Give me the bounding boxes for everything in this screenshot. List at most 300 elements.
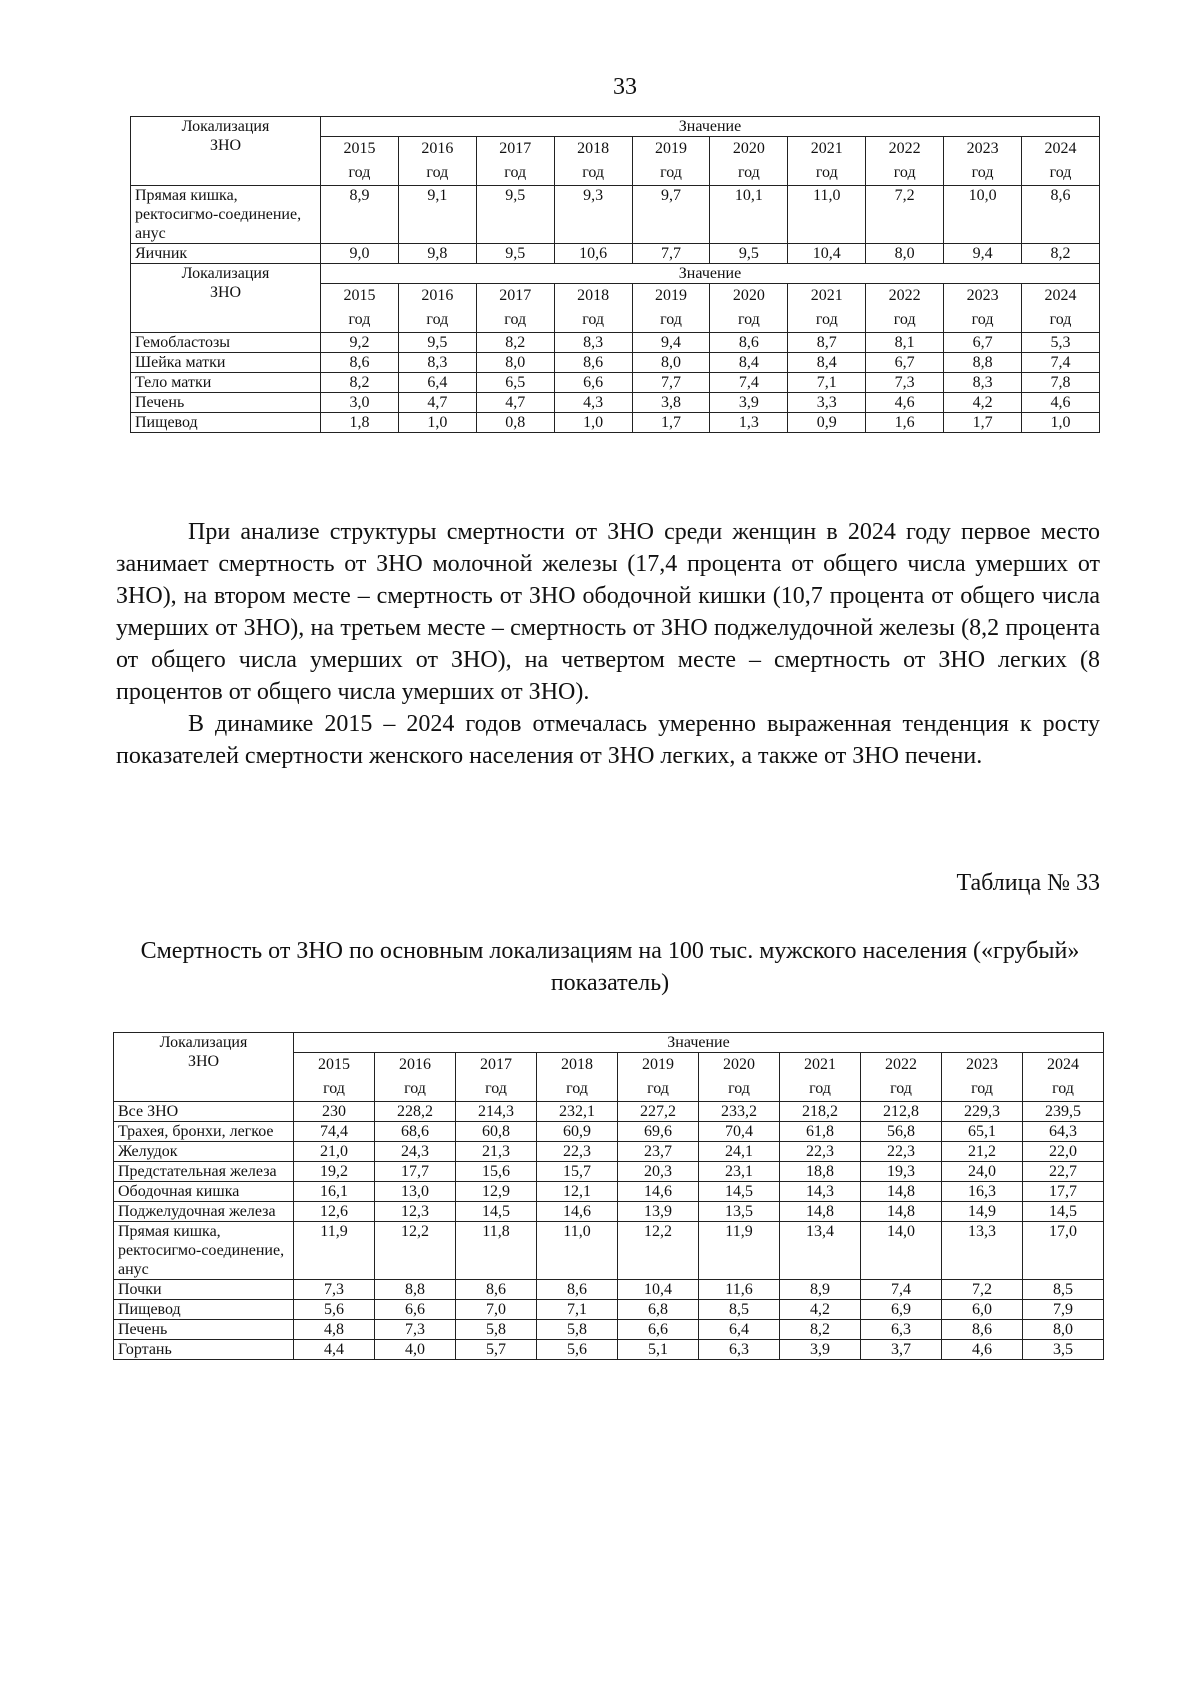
value-cell: 14,8 — [780, 1202, 861, 1222]
value-cell: 9,5 — [398, 333, 476, 353]
value-cell: 7,2 — [942, 1280, 1023, 1300]
value-cell: 21,2 — [942, 1142, 1023, 1162]
value-cell: 9,0 — [321, 244, 399, 264]
localization-header-line1: Локализация — [159, 1034, 248, 1051]
localization-name: Пищевод — [131, 413, 321, 433]
year-header — [294, 1053, 375, 1102]
value-cell: 12,3 — [375, 1202, 456, 1222]
value-cell: 5,6 — [294, 1300, 375, 1320]
value-cell: 14,5 — [699, 1182, 780, 1202]
table-row — [114, 1162, 1104, 1182]
value-cell: 3,9 — [710, 393, 788, 413]
value-cell: 1,8 — [321, 413, 399, 433]
year-word: год — [1049, 311, 1072, 328]
male-mortality-table — [113, 1032, 1104, 1360]
value-cell: 11,0 — [788, 186, 866, 244]
value-cell: 3,8 — [632, 393, 710, 413]
year-number: 2023 — [966, 140, 999, 157]
value-cell: 22,3 — [861, 1142, 942, 1162]
value-cell: 229,3 — [942, 1102, 1023, 1122]
value-cell: 218,2 — [780, 1102, 861, 1122]
value-cell: 13,5 — [699, 1202, 780, 1222]
year-number: 2017 — [480, 1056, 512, 1073]
value-cell: 65,1 — [942, 1122, 1023, 1142]
value-cell: 74,4 — [294, 1122, 375, 1142]
value-cell: 69,6 — [618, 1122, 699, 1142]
value-cell: 11,6 — [699, 1280, 780, 1300]
value-cell: 8,0 — [476, 353, 554, 373]
year-number: 2021 — [810, 140, 843, 157]
year-header — [554, 284, 632, 333]
year-header — [632, 284, 710, 333]
value-cell: 4,6 — [942, 1340, 1023, 1360]
localization-name: Печень — [131, 393, 321, 413]
year-header — [942, 1053, 1023, 1102]
year-header — [1022, 284, 1100, 333]
value-cell: 14,6 — [618, 1182, 699, 1202]
year-word: год — [737, 164, 760, 181]
year-word: год — [815, 311, 838, 328]
value-cell: 16,1 — [294, 1182, 375, 1202]
value-cell: 14,5 — [1023, 1202, 1104, 1222]
localization-name: Почки — [114, 1280, 294, 1300]
value-header: Значение — [321, 264, 1100, 284]
year-number: 2017 — [499, 140, 532, 157]
value-cell: 8,0 — [632, 353, 710, 373]
value-cell: 9,3 — [554, 186, 632, 244]
year-word: год — [566, 1080, 588, 1097]
value-cell: 6,3 — [699, 1340, 780, 1360]
value-cell: 8,6 — [710, 333, 788, 353]
table-row — [131, 333, 1100, 353]
value-cell: 6,6 — [554, 373, 632, 393]
year-word: год — [348, 164, 371, 181]
localization-header — [114, 1033, 294, 1102]
localization-header-line2: ЗНО — [187, 1053, 220, 1070]
year-number: 2019 — [655, 140, 687, 157]
year-header — [866, 137, 944, 186]
year-number: 2019 — [655, 287, 687, 304]
table-title: Смертность от ЗНО по основным локализациям на 100 тыс. мужского населения («грубый» показатель) — [140, 938, 1080, 996]
value-cell: 7,3 — [294, 1280, 375, 1300]
value-cell: 12,2 — [618, 1222, 699, 1280]
value-cell: 70,4 — [699, 1122, 780, 1142]
localization-name: Яичник — [131, 244, 321, 264]
year-word: год — [426, 164, 449, 181]
value-cell: 20,3 — [618, 1162, 699, 1182]
value-cell: 4,7 — [476, 393, 554, 413]
year-number: 2024 — [1044, 140, 1077, 157]
localization-name: Шейка матки — [131, 353, 321, 373]
value-header: Значение — [321, 117, 1100, 137]
year-header — [788, 137, 866, 186]
header-row — [131, 264, 1100, 284]
value-cell: 22,0 — [1023, 1142, 1104, 1162]
table-row — [114, 1300, 1104, 1320]
value-cell: 214,3 — [456, 1102, 537, 1122]
table-row — [131, 244, 1100, 264]
year-header — [456, 1053, 537, 1102]
localization-name: Ободочная кишка — [114, 1182, 294, 1202]
value-cell: 8,3 — [944, 373, 1022, 393]
localization-header-line1: Локализация — [181, 118, 270, 135]
value-cell: 10,0 — [944, 186, 1022, 244]
value-cell: 21,3 — [456, 1142, 537, 1162]
value-cell: 14,0 — [861, 1222, 942, 1280]
value-cell: 239,5 — [1023, 1102, 1104, 1122]
table-row — [131, 373, 1100, 393]
localization-name: Предстательная железа — [114, 1162, 294, 1182]
value-cell: 1,0 — [1022, 413, 1100, 433]
value-cell: 7,7 — [632, 373, 710, 393]
localization-name: Все ЗНО — [114, 1102, 294, 1122]
year-header — [398, 284, 476, 333]
value-cell: 7,1 — [537, 1300, 618, 1320]
value-cell: 17,0 — [1023, 1222, 1104, 1280]
value-cell: 4,6 — [1022, 393, 1100, 413]
value-cell: 11,0 — [537, 1222, 618, 1280]
value-cell: 8,2 — [476, 333, 554, 353]
value-cell: 61,8 — [780, 1122, 861, 1142]
value-cell: 14,8 — [861, 1182, 942, 1202]
localization-header-line2: ЗНО — [209, 137, 242, 154]
value-cell: 233,2 — [699, 1102, 780, 1122]
value-cell: 8,0 — [1023, 1320, 1104, 1340]
value-cell: 8,3 — [398, 353, 476, 373]
value-cell: 7,7 — [632, 244, 710, 264]
table-row — [114, 1142, 1104, 1162]
value-cell: 12,9 — [456, 1182, 537, 1202]
value-cell: 23,1 — [699, 1162, 780, 1182]
value-cell: 8,5 — [699, 1300, 780, 1320]
value-cell: 4,7 — [398, 393, 476, 413]
table-number: Таблица № 33 — [956, 870, 1100, 896]
value-cell: 3,5 — [1023, 1340, 1104, 1360]
value-cell: 8,6 — [537, 1280, 618, 1300]
value-cell: 3,0 — [321, 393, 399, 413]
year-header — [476, 284, 554, 333]
localization-name: Желудок — [114, 1142, 294, 1162]
value-cell: 4,8 — [294, 1320, 375, 1340]
value-cell: 10,6 — [554, 244, 632, 264]
value-cell: 3,7 — [861, 1340, 942, 1360]
value-cell: 14,6 — [537, 1202, 618, 1222]
value-cell: 13,3 — [942, 1222, 1023, 1280]
value-cell: 8,9 — [321, 186, 399, 244]
year-header — [699, 1053, 780, 1102]
year-header — [554, 137, 632, 186]
year-number: 2015 — [318, 1056, 350, 1073]
year-header — [866, 284, 944, 333]
value-cell: 7,3 — [866, 373, 944, 393]
year-header — [375, 1053, 456, 1102]
value-cell: 7,4 — [710, 373, 788, 393]
year-word: год — [971, 164, 994, 181]
value-cell: 4,2 — [780, 1300, 861, 1320]
year-number: 2016 — [421, 140, 454, 157]
value-cell: 8,8 — [944, 353, 1022, 373]
value-cell: 8,5 — [1023, 1280, 1104, 1300]
localization-name: Трахея, бронхи, легкое — [114, 1122, 294, 1142]
value-cell: 6,0 — [942, 1300, 1023, 1320]
year-word: год — [893, 311, 916, 328]
year-header — [537, 1053, 618, 1102]
localization-name: Печень — [114, 1320, 294, 1340]
female-mortality-table-continued — [130, 116, 1100, 433]
value-cell: 12,2 — [375, 1222, 456, 1280]
value-cell: 56,8 — [861, 1122, 942, 1142]
year-word: год — [815, 164, 838, 181]
year-header — [710, 284, 788, 333]
value-cell: 17,7 — [375, 1162, 456, 1182]
value-cell: 13,9 — [618, 1202, 699, 1222]
value-cell: 14,5 — [456, 1202, 537, 1222]
page-number: 33 — [613, 74, 637, 100]
table-row — [114, 1182, 1104, 1202]
value-cell: 5,8 — [537, 1320, 618, 1340]
value-cell: 212,8 — [861, 1102, 942, 1122]
value-cell: 14,8 — [861, 1202, 942, 1222]
value-cell: 4,0 — [375, 1340, 456, 1360]
localization-name: Поджелудочная железа — [114, 1202, 294, 1222]
value-cell: 8,9 — [780, 1280, 861, 1300]
value-cell: 7,3 — [375, 1320, 456, 1340]
year-header — [780, 1053, 861, 1102]
year-number: 2023 — [966, 1056, 998, 1073]
value-cell: 227,2 — [618, 1102, 699, 1122]
value-cell: 22,3 — [780, 1142, 861, 1162]
header-row — [131, 117, 1100, 137]
year-word: год — [348, 311, 371, 328]
value-cell: 1,7 — [944, 413, 1022, 433]
value-cell: 14,9 — [942, 1202, 1023, 1222]
year-word: год — [660, 311, 682, 328]
year-header — [788, 284, 866, 333]
table-row — [114, 1102, 1104, 1122]
paragraph-dynamics: В динамике 2015 – 2024 годов отмечалась умеренно выраженная тенденция к росту показателей смертности женского населения от ЗНО легких, а также от ЗНО печени. — [116, 711, 1100, 769]
value-cell: 6,3 — [861, 1320, 942, 1340]
year-word: год — [485, 1080, 507, 1097]
value-cell: 10,1 — [710, 186, 788, 244]
value-cell: 68,6 — [375, 1122, 456, 1142]
value-cell: 9,2 — [321, 333, 399, 353]
localization-name: Прямая кишка, ректосигмо-соединение, анус — [114, 1222, 294, 1280]
value-cell: 8,7 — [788, 333, 866, 353]
year-word: год — [582, 311, 605, 328]
year-word: год — [1052, 1080, 1074, 1097]
localization-header-line1: Локализация — [181, 265, 270, 282]
value-cell: 1,7 — [632, 413, 710, 433]
value-cell: 7,9 — [1023, 1300, 1104, 1320]
year-number: 2023 — [966, 287, 999, 304]
localization-name: Пищевод — [114, 1300, 294, 1320]
value-cell: 6,9 — [861, 1300, 942, 1320]
value-cell: 7,8 — [1022, 373, 1100, 393]
value-cell: 12,1 — [537, 1182, 618, 1202]
year-number: 2024 — [1044, 287, 1077, 304]
value-cell: 17,7 — [1023, 1182, 1104, 1202]
value-cell: 6,4 — [699, 1320, 780, 1340]
year-word: год — [737, 311, 760, 328]
year-word: год — [323, 1080, 345, 1097]
year-number: 2024 — [1047, 1056, 1079, 1073]
year-number: 2018 — [577, 140, 610, 157]
value-cell: 21,0 — [294, 1142, 375, 1162]
value-cell: 5,8 — [456, 1320, 537, 1340]
value-cell: 5,7 — [456, 1340, 537, 1360]
value-cell: 7,4 — [1022, 353, 1100, 373]
value-cell: 4,3 — [554, 393, 632, 413]
value-cell: 12,6 — [294, 1202, 375, 1222]
year-header — [398, 137, 476, 186]
value-cell: 4,4 — [294, 1340, 375, 1360]
value-cell: 9,5 — [476, 244, 554, 264]
localization-name: Гортань — [114, 1340, 294, 1360]
year-number: 2015 — [343, 287, 376, 304]
table-row — [114, 1320, 1104, 1340]
year-word: год — [660, 164, 682, 181]
year-header — [321, 284, 399, 333]
value-cell: 19,3 — [861, 1162, 942, 1182]
year-word: год — [971, 311, 994, 328]
value-cell: 8,2 — [1022, 244, 1100, 264]
value-cell: 6,8 — [618, 1300, 699, 1320]
value-cell: 15,7 — [537, 1162, 618, 1182]
value-cell: 22,7 — [1023, 1162, 1104, 1182]
value-cell: 8,2 — [321, 373, 399, 393]
year-number: 2021 — [810, 287, 843, 304]
value-cell: 9,1 — [398, 186, 476, 244]
table-row — [131, 393, 1100, 413]
value-cell: 7,4 — [861, 1280, 942, 1300]
year-number: 2020 — [732, 140, 765, 157]
value-cell: 11,8 — [456, 1222, 537, 1280]
value-cell: 9,8 — [398, 244, 476, 264]
value-cell: 23,7 — [618, 1142, 699, 1162]
year-number: 2020 — [723, 1056, 755, 1073]
value-cell: 228,2 — [375, 1102, 456, 1122]
value-cell: 9,5 — [710, 244, 788, 264]
year-word: год — [504, 164, 527, 181]
year-word: год — [426, 311, 449, 328]
year-word: год — [404, 1080, 426, 1097]
year-header — [632, 137, 710, 186]
value-cell: 6,4 — [398, 373, 476, 393]
value-cell: 7,0 — [456, 1300, 537, 1320]
table-row — [114, 1280, 1104, 1300]
value-cell: 13,0 — [375, 1182, 456, 1202]
year-header — [944, 284, 1022, 333]
value-cell: 14,3 — [780, 1182, 861, 1202]
year-number: 2022 — [888, 287, 921, 304]
year-header — [944, 137, 1022, 186]
localization-name: Гемобластозы — [131, 333, 321, 353]
value-cell: 6,6 — [618, 1320, 699, 1340]
year-word: год — [1049, 164, 1072, 181]
value-cell: 15,6 — [456, 1162, 537, 1182]
year-number: 2020 — [732, 287, 765, 304]
value-cell: 232,1 — [537, 1102, 618, 1122]
year-number: 2018 — [561, 1056, 593, 1073]
year-word: год — [728, 1080, 750, 1097]
year-word: год — [890, 1080, 912, 1097]
year-word: год — [504, 311, 527, 328]
value-cell: 1,6 — [866, 413, 944, 433]
value-cell: 1,0 — [398, 413, 476, 433]
value-cell: 6,5 — [476, 373, 554, 393]
year-number: 2018 — [577, 287, 610, 304]
value-cell: 24,3 — [375, 1142, 456, 1162]
table-row — [114, 1222, 1104, 1280]
value-cell: 5,3 — [1022, 333, 1100, 353]
year-header — [861, 1053, 942, 1102]
value-cell: 11,9 — [699, 1222, 780, 1280]
value-cell: 9,4 — [944, 244, 1022, 264]
value-cell: 60,8 — [456, 1122, 537, 1142]
year-header — [321, 137, 399, 186]
value-cell: 4,2 — [944, 393, 1022, 413]
value-cell: 6,6 — [375, 1300, 456, 1320]
value-cell: 0,9 — [788, 413, 866, 433]
table-row — [114, 1202, 1104, 1222]
year-header — [476, 137, 554, 186]
value-cell: 11,9 — [294, 1222, 375, 1280]
table-row — [131, 413, 1100, 433]
value-cell: 5,1 — [618, 1340, 699, 1360]
table-row — [114, 1340, 1104, 1360]
value-cell: 8,0 — [866, 244, 944, 264]
paragraph-structure: При анализе структуры смертности от ЗНО среди женщин в 2024 году первое место занимает смертность от ЗНО молочной железы (17,4 процента от общего числа умерших от ЗНО), на втором месте – смертность от ЗНО ободочной кишки (10,7 процента от общего числа умерших от ЗНО), на третьем месте – смертность от ЗНО поджелудочной железы (8,2 процента от общего числа умерших от ЗНО), на четвертом месте – смертность от ЗНО легких (8 процентов от общего числа умерших от ЗНО). — [116, 519, 1100, 705]
value-cell: 1,3 — [710, 413, 788, 433]
localization-name: Прямая кишка, ректосигмо-соединение, анус — [131, 186, 321, 244]
value-cell: 4,6 — [866, 393, 944, 413]
value-cell: 8,2 — [780, 1320, 861, 1340]
year-word: год — [971, 1080, 993, 1097]
value-cell: 6,7 — [944, 333, 1022, 353]
year-header — [710, 137, 788, 186]
value-cell: 10,4 — [618, 1280, 699, 1300]
value-cell: 230 — [294, 1102, 375, 1122]
value-cell: 8,4 — [788, 353, 866, 373]
value-cell: 1,0 — [554, 413, 632, 433]
localization-header — [131, 117, 321, 186]
localization-name: Тело матки — [131, 373, 321, 393]
year-word: год — [809, 1080, 831, 1097]
year-number: 2015 — [343, 140, 376, 157]
table-row — [131, 353, 1100, 373]
year-number: 2016 — [399, 1056, 431, 1073]
value-cell: 24,1 — [699, 1142, 780, 1162]
value-cell: 7,2 — [866, 186, 944, 244]
value-cell: 13,4 — [780, 1222, 861, 1280]
value-cell: 7,1 — [788, 373, 866, 393]
value-cell: 10,4 — [788, 244, 866, 264]
year-number: 2017 — [499, 287, 532, 304]
year-number: 2022 — [885, 1056, 917, 1073]
value-cell: 8,6 — [321, 353, 399, 373]
year-number: 2022 — [888, 140, 921, 157]
value-cell: 3,3 — [788, 393, 866, 413]
value-header: Значение — [294, 1033, 1104, 1053]
table-row — [131, 186, 1100, 244]
year-number: 2016 — [421, 287, 454, 304]
value-cell: 8,6 — [942, 1320, 1023, 1340]
value-cell: 60,9 — [537, 1122, 618, 1142]
value-cell: 9,5 — [476, 186, 554, 244]
localization-header — [131, 264, 321, 333]
analysis-text — [116, 516, 1100, 772]
value-cell: 9,4 — [632, 333, 710, 353]
